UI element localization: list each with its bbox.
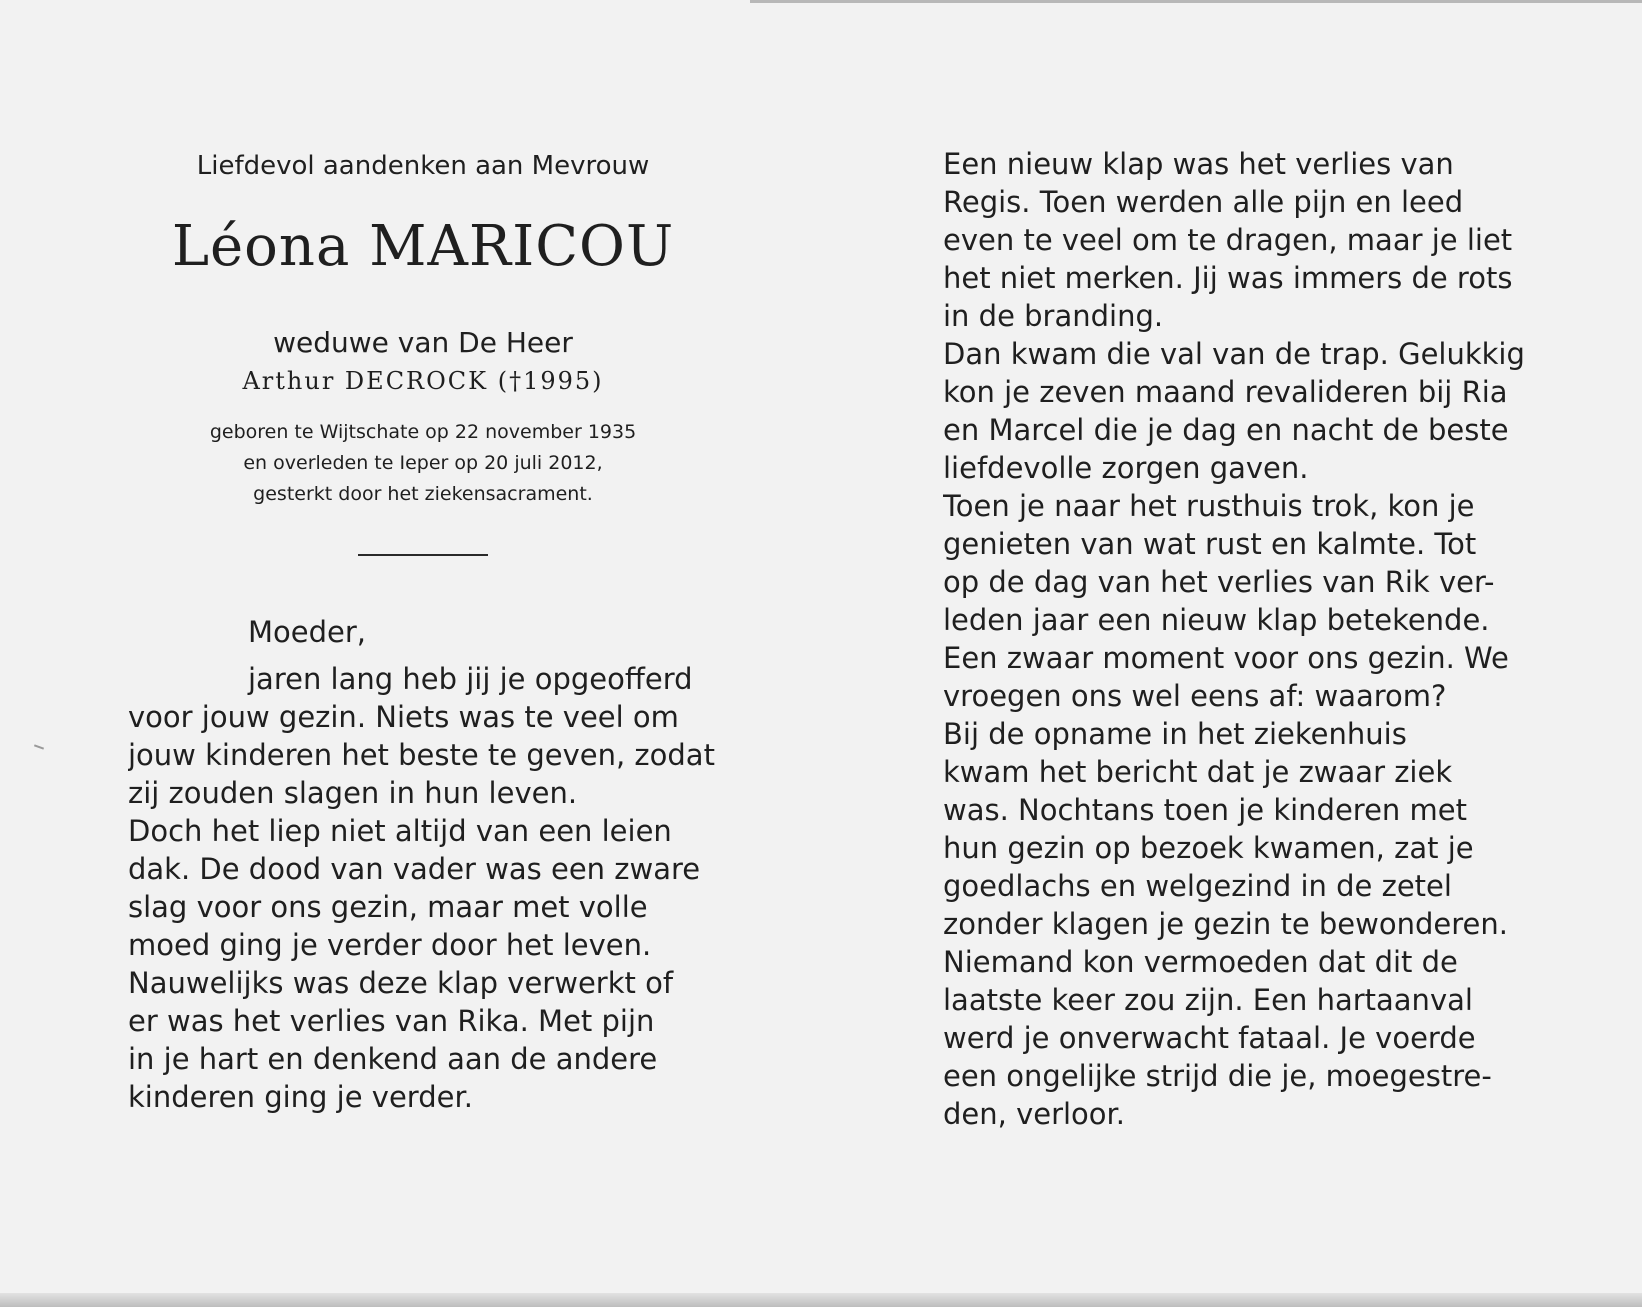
dates-block xyxy=(128,417,718,510)
divider xyxy=(358,554,488,556)
death-line: en overleden te Ieper op 20 juli 2012, xyxy=(243,452,603,474)
text-line: er was het verlies van Rika. Met pijn xyxy=(128,1004,655,1038)
birth-line: geboren te Wijtschate op 22 november 1935 xyxy=(209,421,637,443)
text-line: Niemand kon vermoeden dat dit de xyxy=(943,945,1458,979)
text-line: jouw kinderen het beste te geven, zodat xyxy=(128,738,715,772)
text-line: jaren lang heb jij je opgeofferd xyxy=(248,662,693,696)
text-line: zij zouden slagen in hun leven. xyxy=(128,776,578,810)
text-line: op de dag van het verlies van Rik ver- xyxy=(943,565,1495,599)
text-line: even te veel om te dragen, maar je liet xyxy=(943,223,1513,257)
left-body-text xyxy=(128,660,718,1116)
text-line: voor jouw gezin. Niets was te veel om xyxy=(128,700,679,734)
text-line: genieten van wat rust en kalmte. Tot xyxy=(943,527,1477,561)
text-line: Dan kwam die val van de trap. Gelukkig xyxy=(943,337,1525,371)
text-line: een ongelijke strijd die je, moegestre- xyxy=(943,1059,1492,1093)
text-line: kwam het bericht dat je zwaar ziek xyxy=(943,755,1453,789)
text-line: kon je zeven maand revalideren bij Ria xyxy=(943,375,1508,409)
text-line: hun gezin op bezoek kwamen, zat je xyxy=(943,831,1474,865)
text-line: goedlachs en welgezind in de zetel xyxy=(943,869,1452,903)
text-line: Regis. Toen werden alle pijn en leed xyxy=(943,185,1464,219)
salutation: Moeder, xyxy=(248,615,366,649)
text-line: en Marcel die je dag en nacht de beste xyxy=(943,413,1509,447)
text-line: was. Nochtans toen je kinderen met xyxy=(943,793,1467,827)
text-line: den, verloor. xyxy=(943,1097,1126,1131)
left-column xyxy=(128,145,718,1116)
text-line: liefdevolle zorgen gaven. xyxy=(943,451,1309,485)
husband-name: Arthur DECROCK (†1995) xyxy=(242,367,604,395)
text-line: Een nieuw klap was het verlies van xyxy=(943,147,1454,181)
sacrament-line: gesterkt door het ziekensacrament. xyxy=(253,483,593,505)
text-line: in je hart en denkend aan de andere xyxy=(128,1042,658,1076)
text-line: Nauwelijks was deze klap verwerkt of xyxy=(128,966,674,1000)
text-line: het niet merken. Jij was immers de rots xyxy=(943,261,1513,295)
text-line: Toen je naar het rusthuis trok, kon je xyxy=(943,489,1475,523)
text-line: vroegen ons wel eens af: waarom? xyxy=(943,679,1447,713)
text-line: dak. De dood van vader was een zware xyxy=(128,852,701,886)
scan-speck xyxy=(34,744,44,749)
text-line: zonder klagen je gezin te bewonderen. xyxy=(943,907,1508,941)
text-line: in de branding. xyxy=(943,299,1164,333)
text-line: werd je onverwacht fataal. Je voerde xyxy=(943,1021,1476,1055)
text-line: kinderen ging je verder. xyxy=(128,1080,473,1114)
scan-edge-rule xyxy=(750,0,1642,3)
right-column xyxy=(943,145,1525,1133)
text-line: Bij de opname in het ziekenhuis xyxy=(943,717,1407,751)
scan-bottom-edge xyxy=(0,1293,1642,1307)
deceased-name: Léona MARICOU xyxy=(171,214,675,279)
text-line: leden jaar een nieuw klap betekende. xyxy=(943,603,1490,637)
intro-line: Liefdevol aandenken aan Mevrouw xyxy=(196,151,650,181)
text-line: Doch het liep niet altijd van een leien xyxy=(128,814,672,848)
text-line: laatste keer zou zijn. Een hartaanval xyxy=(943,983,1473,1017)
widow-line: weduwe van De Heer xyxy=(273,326,573,359)
text-line: moed ging je verder door het leven. xyxy=(128,928,652,962)
text-line: slag voor ons gezin, maar met volle xyxy=(128,890,648,924)
text-line: Een zwaar moment voor ons gezin. We xyxy=(943,641,1509,675)
